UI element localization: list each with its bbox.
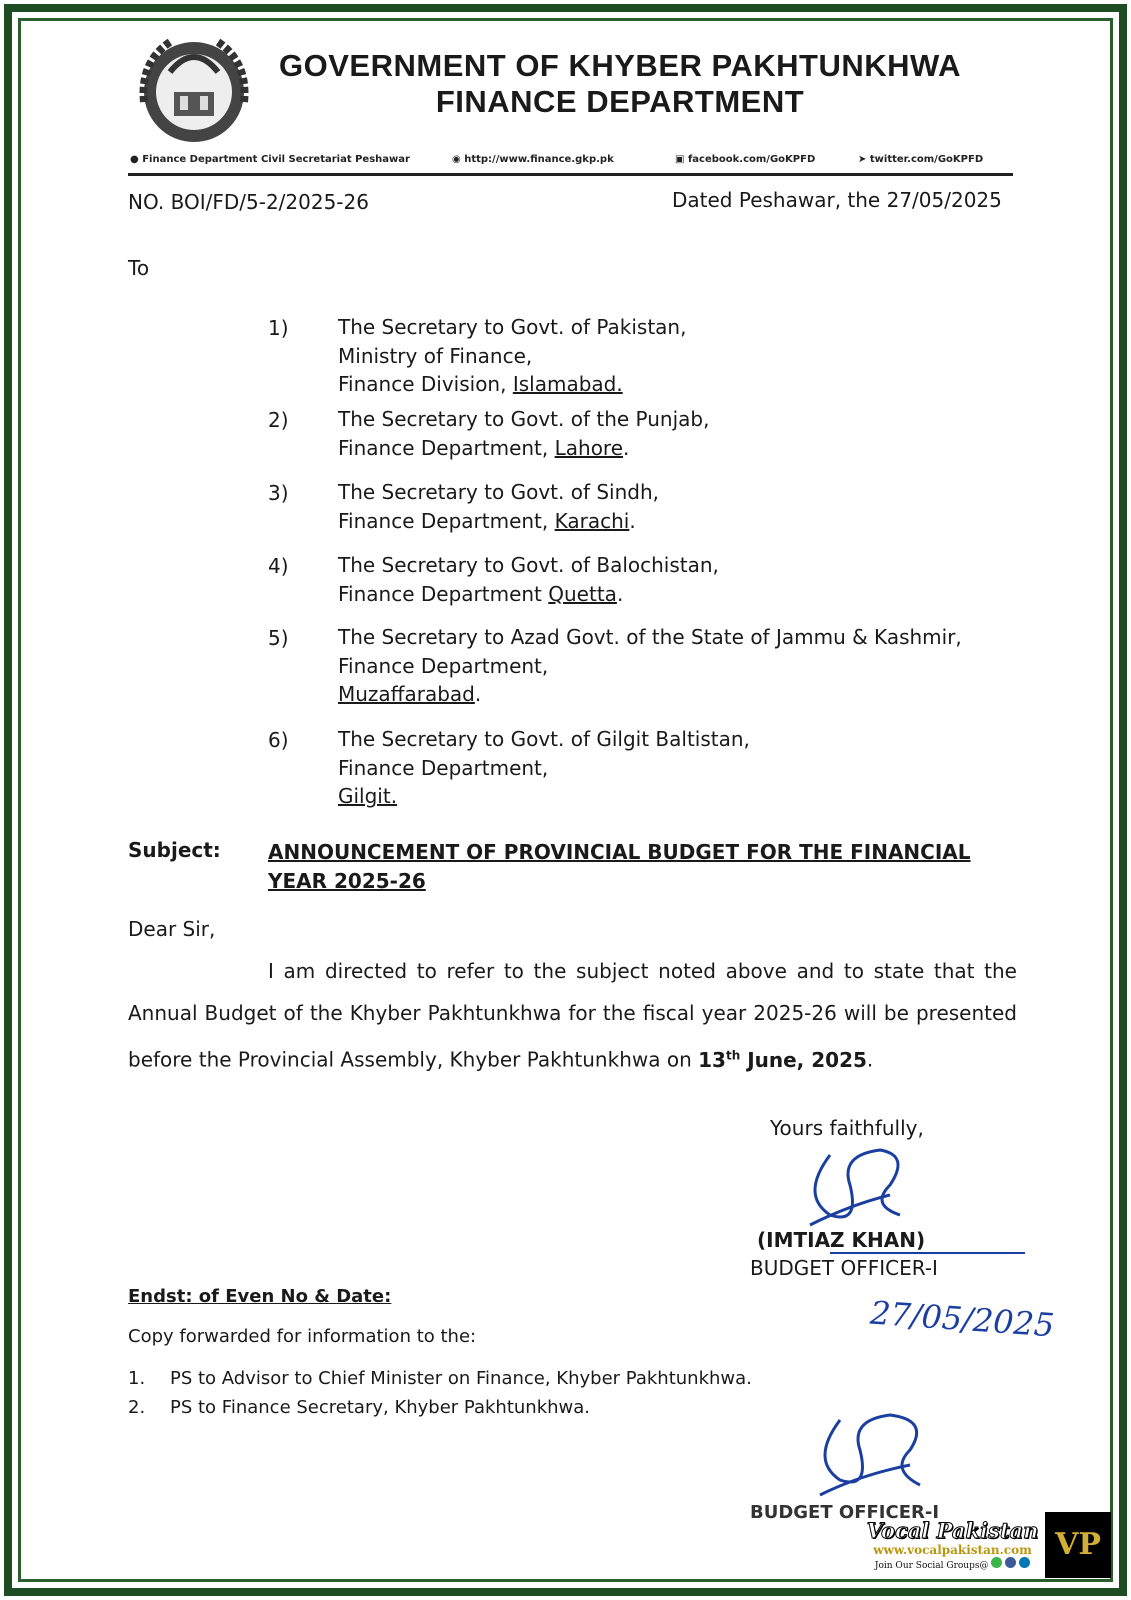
recipient-city: Muzaffarabad — [338, 682, 475, 706]
recipient-tail: . — [616, 581, 624, 606]
recipient-line: The Secretary to Govt. of Gilgit Baltistan, — [338, 727, 750, 751]
header-twitter: ➤ twitter.com/GoKPFD — [858, 154, 984, 165]
recipient-address — [338, 623, 962, 709]
letter-number: NO. BOI/FD/5-2/2025-26 — [128, 190, 369, 214]
linkedin-icon[interactable] — [1019, 1557, 1030, 1568]
header-title: GOVERNMENT OF KHYBER PAKHTUNKHWA — [279, 48, 961, 83]
recipient-tail: . — [623, 435, 630, 460]
recipient-number: 2) — [268, 408, 289, 432]
recipient-tail: . — [474, 682, 482, 706]
recipient-number: 5) — [268, 626, 289, 650]
website-text: http://www.finance.gkp.pk — [464, 154, 614, 165]
whatsapp-icon[interactable] — [991, 1557, 1002, 1568]
watermark — [860, 1518, 1045, 1571]
recipient-address — [338, 725, 750, 811]
signatory-title: BUDGET OFFICER-I — [750, 1256, 938, 1280]
recipient-number: 3) — [268, 481, 289, 505]
body-paragraph — [128, 950, 1017, 1081]
recipient-line: The Secretary to Govt. of the Punjab, — [338, 407, 710, 431]
body-date-sup: th — [725, 1048, 741, 1062]
watermark-social — [860, 1557, 1045, 1571]
copy-item — [128, 1368, 752, 1389]
recipient-line: Finance Department — [338, 581, 549, 606]
closing: Yours faithfully, — [770, 1116, 924, 1140]
recipient-tail: . — [629, 508, 636, 533]
recipient-line: The Secretary to Govt. of Balochistan, — [338, 553, 719, 577]
signature-line — [830, 1252, 1025, 1254]
subject-line-2: YEAR 2025-26 — [268, 869, 426, 893]
government-emblem-icon — [130, 22, 258, 152]
recipient-address — [338, 551, 719, 608]
recipient-address — [338, 478, 659, 535]
header-rule — [128, 173, 1013, 176]
copy-text: PS to Finance Secretary, Khyber Pakhtunkhwa. — [170, 1397, 591, 1418]
recipient-line: Ministry of Finance, — [338, 343, 533, 368]
recipient-line: Finance Department, — [338, 508, 555, 533]
facebook-text: facebook.com/GoKPFD — [687, 154, 816, 165]
recipient-number: 4) — [268, 554, 289, 578]
recipient-line: Finance Department, — [338, 653, 549, 678]
watermark-social-text: Join Our Social Groups@ — [874, 1561, 989, 1571]
salutation: Dear Sir, — [128, 917, 216, 941]
watermark-logo: VP — [1045, 1512, 1111, 1578]
body-date-rest: June, 2025 — [740, 1047, 867, 1072]
address-text: Finance Department Civil Secretariat Peshawar — [142, 154, 410, 165]
body-text: I am directed to refer to the subject noted above and to state that the Annual Budget of the Khyber Pakhtunkhwa for the fiscal year 2025-26 will be presented before the Provincial Assembly, Khyber Pakhtunkhwa on — [128, 959, 1017, 1072]
recipient-line: Finance Department, — [338, 435, 555, 460]
footer-signatory-title: BUDGET OFFICER-I — [750, 1502, 940, 1523]
signature-2 — [800, 1400, 950, 1510]
recipient-line: Finance Department, — [338, 755, 549, 780]
watermark-brand: Vocal Pakistan — [866, 1518, 1039, 1543]
header-website: ◉ http://www.finance.gkp.pk — [452, 154, 614, 165]
recipient-address — [338, 313, 686, 399]
body-end: . — [866, 1047, 874, 1072]
endorsement-heading: Endst: of Even No & Date: — [128, 1286, 392, 1307]
twitter-text: twitter.com/GoKPFD — [869, 154, 984, 165]
recipient-line: The Secretary to Govt. of Pakistan, — [338, 315, 687, 339]
recipient-city: Lahore — [554, 435, 624, 460]
recipient-address — [338, 405, 709, 462]
copy-number: 1. — [128, 1368, 146, 1389]
header-facebook: ▣ facebook.com/GoKPFD — [675, 154, 816, 165]
recipient-city: Karachi — [554, 508, 630, 533]
subject-label: Subject: — [128, 838, 221, 862]
copy-item — [128, 1397, 590, 1418]
recipient-number: 1) — [268, 316, 289, 340]
subject-line-1: ANNOUNCEMENT OF PROVINCIAL BUDGET FOR THE FINANCIAL — [268, 840, 971, 864]
copy-forwarded: Copy forwarded for information to the: — [128, 1326, 477, 1347]
header-subtitle: FINANCE DEPARTMENT — [435, 84, 805, 119]
recipient-city: Quetta — [548, 581, 617, 606]
to-label: To — [128, 256, 150, 280]
recipient-line: The Secretary to Azad Govt. of the State of Jammu & Kashmir, — [338, 625, 962, 649]
body-date-day: 13 — [698, 1047, 726, 1072]
recipient-city: Gilgit. — [338, 784, 398, 808]
copy-text: PS to Advisor to Chief Minister on Finance, Khyber Pakhtunkhwa. — [170, 1368, 752, 1389]
facebook-icon[interactable] — [1005, 1557, 1016, 1568]
recipient-line: The Secretary to Govt. of Sindh, — [338, 480, 660, 504]
subject-text — [268, 838, 971, 896]
handwritten-date: 27/05/2025 — [868, 1293, 1056, 1345]
signatory-name: (IMTIAZ KHAN) — [757, 1228, 926, 1252]
recipient-city: Islamabad. — [512, 372, 623, 396]
recipient-number: 6) — [268, 728, 289, 752]
watermark-url: www.vocalpakistan.com — [873, 1543, 1032, 1557]
copy-number: 2. — [128, 1397, 146, 1418]
header-address: ● Finance Department Civil Secretariat Peshawar — [130, 154, 410, 165]
recipient-line: Finance Division, — [338, 372, 513, 396]
letter-date: Dated Peshawar, the 27/05/2025 — [672, 188, 1002, 212]
